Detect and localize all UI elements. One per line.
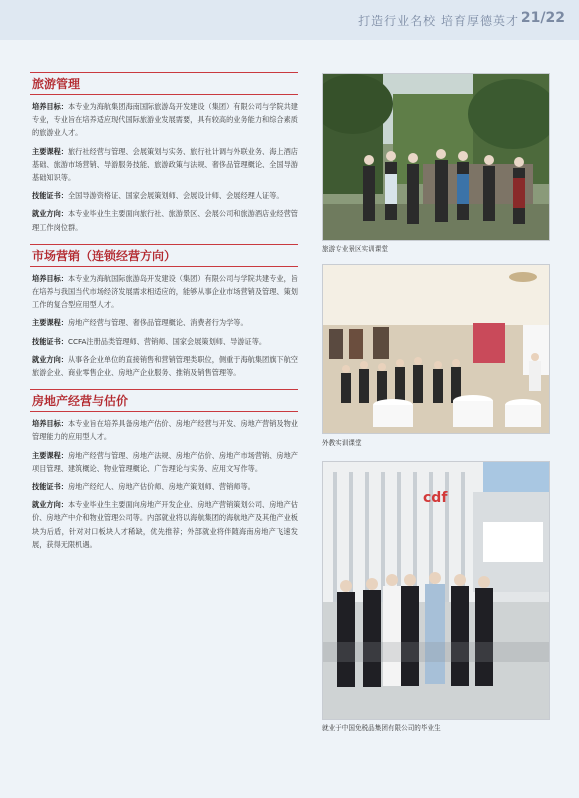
section-title: 旅游管理 xyxy=(30,72,298,95)
item-text: CCFA注册品类管理师、营销师、国家会展策划师、导游证等。 xyxy=(67,336,267,346)
item-text: 旅行社经营与管理、会展策划与实务、旅行社计调与外联业务、海上酒店基础、旅游市场营销、导游服务技能、旅游政策与法规、奢侈品管理概论、全国导游基础知识等。 xyxy=(32,146,298,183)
item-text: 本专业为海航国际旅游岛开发建设（集团）有限公司与学院共建专业，旨在培养与我国当代市场经济发展需求相适应的，能够从事企业市场营销及管理、策划工作的复合型应用型人才。 xyxy=(32,273,298,310)
header-slogan: 打造行业名校 培育厚德英才 xyxy=(358,14,519,28)
item-label: 技能证书： xyxy=(32,191,68,201)
paragraph xyxy=(32,498,298,551)
item-label: 培养目标： xyxy=(32,102,68,111)
item-label: 技能证书： xyxy=(32,482,68,492)
paragraph xyxy=(32,189,298,202)
photo-indoor-class xyxy=(322,264,550,434)
item-text: 本专业毕业生主要面向旅行社、旅游景区、会展公司和旅游酒店业经营管理工作岗位群。 xyxy=(32,209,298,232)
section-title: 市场营销（连锁经营方向） xyxy=(30,244,298,267)
item-label: 就业方向： xyxy=(32,354,68,364)
paragraph xyxy=(32,316,298,329)
building-sign-text: cdf xyxy=(423,490,448,506)
paragraph xyxy=(32,207,298,233)
paragraph xyxy=(32,353,298,379)
paragraph xyxy=(32,449,298,475)
item-label: 就业方向： xyxy=(32,209,68,219)
photo-graduates-image xyxy=(323,462,549,719)
paragraph xyxy=(32,335,298,348)
text-column xyxy=(30,72,298,561)
item-text: 全国导游资格证、国家会展策划师、会展设计师、会展经理人证等。 xyxy=(67,191,284,201)
page-header xyxy=(0,0,579,40)
paragraph xyxy=(32,480,298,493)
item-text: 房地产经营与管理、奢侈品管理概论、消费者行为学等。 xyxy=(67,318,248,328)
item-label: 培养目标： xyxy=(32,419,68,429)
item-label: 技能证书： xyxy=(32,336,68,346)
caption-graduates: 就业于中国免税品集团有限公司的毕业生 xyxy=(322,724,441,732)
photo-scenic-class-image xyxy=(323,74,549,240)
item-text: 房地产经纪人、房地产估价师、房地产策划师、营销师等。 xyxy=(67,482,255,492)
paragraph xyxy=(32,145,298,185)
section-real-estate xyxy=(30,389,298,551)
item-text: 本专业旨在培养具备房地产估价、房地产经营与开发、房地产营销及物业管理能力的应用型人才。 xyxy=(32,419,298,442)
photo-indoor-class-image xyxy=(323,265,549,433)
item-label: 就业方向： xyxy=(32,500,68,510)
paragraph xyxy=(32,272,298,312)
page-number: 21/22 xyxy=(520,10,565,26)
item-text: 本专业毕业生主要面向房地产开发企业、房地产营销策划公司、房地产估价、房地产中介和物业管理公司等。内部就业将以海航集团的海航地产及其他产业板块为后盾，针对对口板块人才稀缺，优先推荐；外部就业将伴随海南房地产飞速发展，获得无限机遇。 xyxy=(32,500,298,549)
paragraph xyxy=(32,417,298,443)
item-text: 从事各企业单位的直接销售和营销管理类职位，侧重于海航集团旗下航空旅游企业、商业零售企业、房地产企业服务、推销及销售管理等。 xyxy=(32,354,298,378)
caption-scenic-class: 旅游专业景区实训课堂 xyxy=(322,245,388,253)
paragraph xyxy=(32,100,298,140)
section-marketing xyxy=(30,244,298,379)
item-text: 房地产经营与管理、房地产法规、房地产估价、房地产市场营销、房地产项目管理、建筑概论、物业管理概论、广告理论与实务、应用文写作等。 xyxy=(32,450,298,473)
item-label: 培养目标： xyxy=(32,273,68,283)
item-label: 主要课程： xyxy=(32,450,68,460)
photo-graduates xyxy=(322,461,550,720)
section-title: 房地产经营与估价 xyxy=(30,389,298,412)
photo-scenic-class xyxy=(322,73,550,241)
item-text: 本专业为海航集团海南国际旅游岛开发建设（集团）有限公司与学院共建专业，专业旨在培养适应现代国际旅游业发展需要，具有较高的业务能力和综合素质的旅游业人才。 xyxy=(32,102,298,138)
section-tourism xyxy=(30,72,298,234)
item-label: 主要课程： xyxy=(32,318,68,328)
item-label: 主要课程： xyxy=(32,146,68,156)
caption-indoor-class: 外教实训课堂 xyxy=(322,439,362,447)
